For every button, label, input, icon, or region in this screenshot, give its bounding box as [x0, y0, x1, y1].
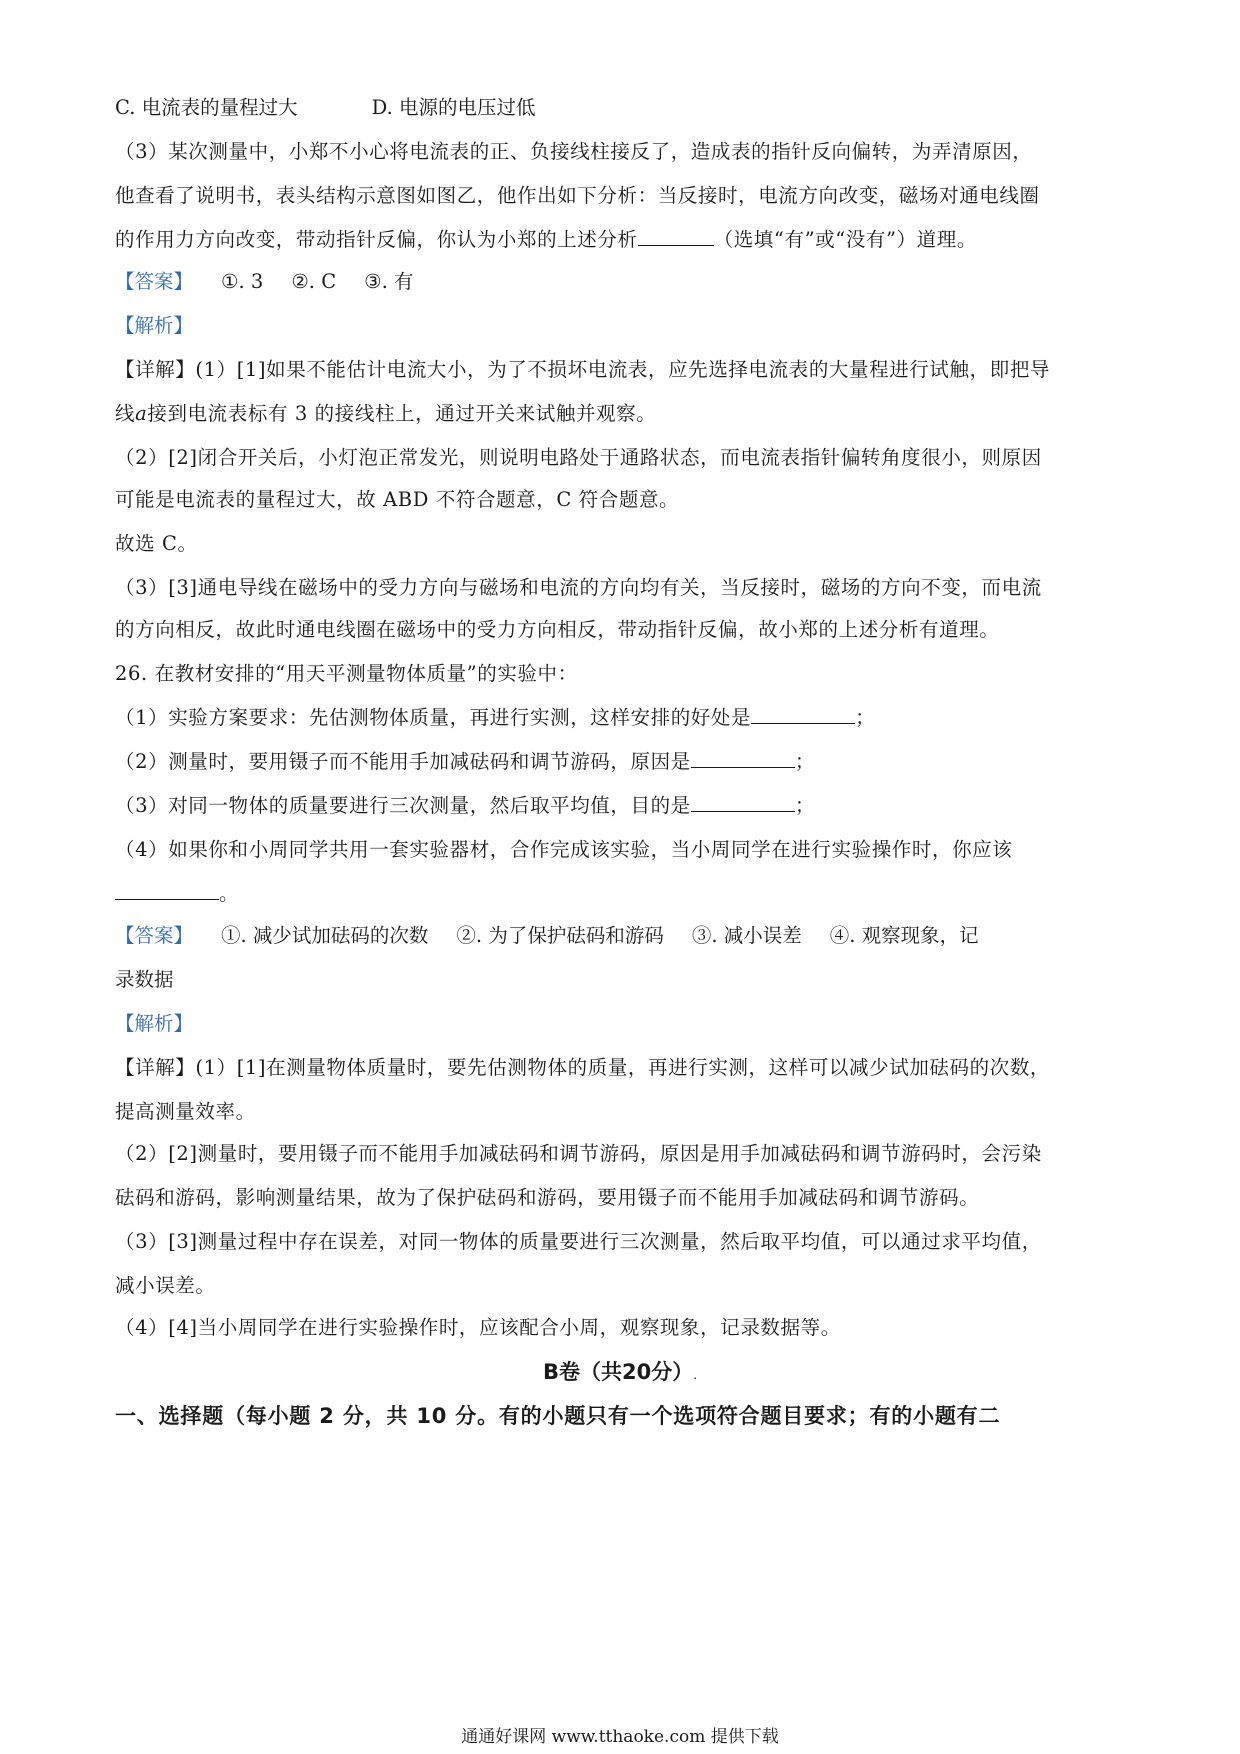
answer-blank	[115, 881, 219, 900]
question-line: （3）某次测量中，小郑不小心将电流表的正、负接线柱接反了，造成表的指针反向偏转，为弄清原因，	[115, 140, 1033, 163]
option-line	[115, 94, 535, 122]
question-line: （1）实验方案要求：先估测物体质量，再进行实测，这样安排的好处是 ；	[115, 706, 876, 729]
subsection-title: 一、选择题（每小题 2 分，共 10 分。有的小题只有一个选项符合题目要求；有的小题有二	[115, 1404, 1001, 1428]
detail-line: （4）[4]当小周同学在进行实验操作时，应该配合小周，观察现象，记录数据等。	[115, 1316, 841, 1339]
question-line: 。	[115, 880, 239, 908]
answer-item: ③. 减小误差	[691, 924, 802, 947]
option-c: C. 电流表的量程过大	[115, 96, 298, 119]
answer-blank	[691, 793, 795, 812]
detail-line: 【详解】(1）[1]如果不能估计电流大小，为了不损坏电流表，应先选择电流表的大量程进行试触，即把导	[115, 358, 1051, 381]
detail-line: 故选 C。	[115, 532, 198, 555]
variable-a: a	[135, 402, 148, 425]
detail-line: 【详解】(1）[1]在测量物体质量时，要先估测物体的质量，再进行实测，这样可以减少试加砝码的次数，	[115, 1056, 1051, 1079]
question-line: 他查看了说明书，表头结构示意图如图乙，他作出如下分析：当反接时，电流方向改变，磁场对通电线圈	[115, 184, 1040, 207]
detail-line: （2）[2]闭合开关后，小灯泡正常发光，则说明电路处于通路状态，而电流表指针偏转角度很小，则原因	[115, 446, 1042, 469]
detail-line: 减小误差。	[115, 1274, 216, 1297]
answer-item: ③. 有	[364, 270, 414, 293]
question-line: （2）测量时，要用镊子而不能用手加减砝码和调节游码，原因是 ；	[115, 750, 815, 773]
detail-line: （3）[3]通电导线在磁场中的受力方向与磁场和电流的方向均有关，当反接时，磁场的方向不变，而电流	[115, 576, 1042, 599]
answer-blank	[751, 705, 855, 724]
detail-line: 的方向相反，故此时通电线圈在磁场中的受力方向相反，带动指针反偏，故小郑的上述分析有道理。	[115, 618, 1000, 641]
answer-item: ④. 观察现象，记	[829, 924, 979, 947]
question-title: 26. 在教材安排的“用天平测量物体质量”的实验中：	[115, 662, 578, 685]
detail-line: （3）[3]测量过程中存在误差，对同一物体的质量要进行三次测量，然后取平均值，可以通过求平均值，	[115, 1230, 1042, 1253]
answer-line	[115, 268, 442, 296]
answer-item: ②. C	[291, 270, 337, 293]
detail-line: 可能是电流表的量程过大，故 ABD 不符合题意，C 符合题意。	[115, 488, 680, 511]
footer-watermark: 通通好课网 www.tthaoke.com 提供下载	[461, 1727, 779, 1747]
question-line: （4）如果你和小周同学共用一套实验器材，合作完成该实验，当小周同学在进行实验操作时，你应该	[115, 838, 1013, 861]
detail-line: 提高测量效率。	[115, 1100, 256, 1123]
analysis-tag: 【解析】	[115, 1012, 194, 1035]
answer-line	[115, 922, 979, 950]
answer-line-continued: 录数据	[115, 968, 174, 991]
answer-item: ②. 为了保护砝码和游码	[456, 924, 664, 947]
answer-item: ①. 减少试加砝码的次数	[221, 924, 429, 947]
answer-blank	[691, 749, 795, 768]
section-title: B卷（共20分）.	[542, 1360, 698, 1384]
answer-blank	[638, 227, 714, 246]
answer-tag: 【答案】	[115, 924, 194, 947]
detail-line: （2）[2]测量时，要用镊子而不能用手加减砝码和调节游码，原因是用手加减砝码和调节游码时，会污染	[115, 1142, 1042, 1165]
answer-tag: 【答案】	[115, 270, 194, 293]
analysis-tag: 【解析】	[115, 314, 194, 337]
question-line: （3）对同一物体的质量要进行三次测量，然后取平均值，目的是 ；	[115, 794, 815, 817]
detail-line: 砝码和游码，影响测量结果，故为了保护砝码和游码，要用镊子而不能用手加减砝码和调节游码。	[115, 1186, 980, 1209]
detail-line: 线a接到电流表标有 3 的接线柱上，通过开关来试触并观察。	[115, 402, 657, 425]
question-line: 的作用力方向改变，带动指针反偏，你认为小郑的上述分析 （选填“有”或“没有”）道理。	[115, 228, 977, 251]
answer-item: ①. 3	[221, 270, 264, 293]
option-d: D. 电源的电压过低	[371, 96, 536, 119]
